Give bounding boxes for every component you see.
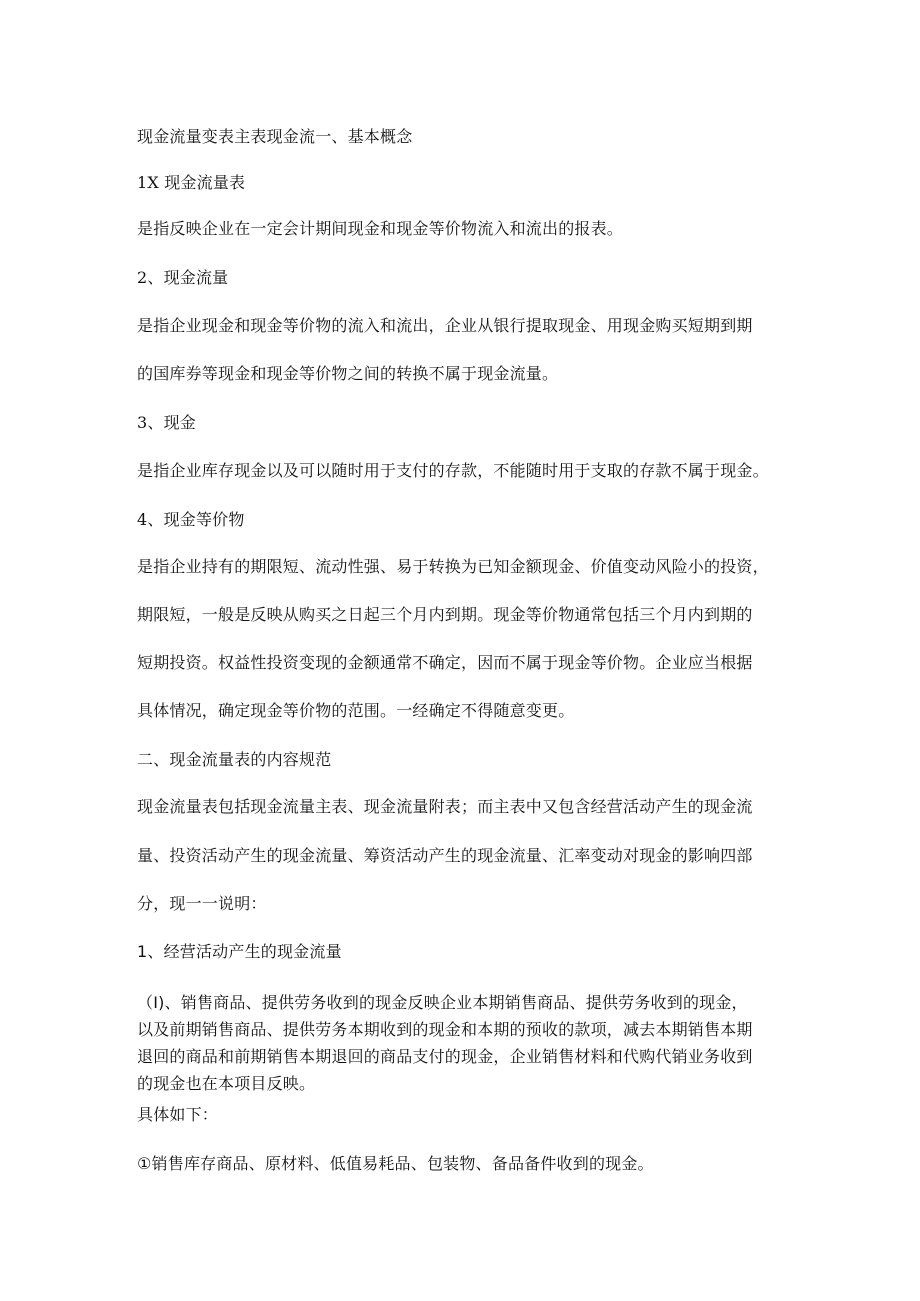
list-item: ①销售库存商品、原材料、低值易耗品、包装物、备品备件收到的现金。 xyxy=(137,1154,654,1173)
heading-cash: 3、现金 xyxy=(137,413,196,432)
paragraph-line: 现金流量表包括现金流量主表、现金流量附表；而主表中又包含经营活动产生的现金流 xyxy=(137,797,753,816)
heading-cash-flow-statement: 1X 现金流量表 xyxy=(137,173,246,192)
paragraph-line: 量、投资活动产生的现金流量、筹资活动产生的现金流量、汇率变动对现金的影响四部 xyxy=(137,846,753,865)
paragraph-line: 是指企业现金和现金等价物的流入和流出，企业从银行提取现金、用现金购买短期到期 xyxy=(137,316,753,335)
paragraph-line: 退回的商品和前期销售本期退回的商品支付的现金，企业销售材料和代购代销业务收到 xyxy=(137,1047,753,1066)
heading-operating-activities: 1、经营活动产生的现金流量 xyxy=(137,942,342,961)
paragraph-line: 具体如下： xyxy=(137,1105,219,1124)
paragraph-line: 的国库券等现金和现金等价物之间的转换不属于现金流量。 xyxy=(137,364,559,383)
heading-cash-equivalents: 4、现金等价物 xyxy=(137,510,245,529)
paragraph-line: 是指反映企业在一定会计期间现金和现金等价物流入和流出的报表。 xyxy=(137,219,624,238)
paragraph-line: 具体情况，确定现金等价物的范围。一经确定不得随意变更。 xyxy=(137,701,575,720)
paragraph-line: （I)、销售商品、提供劳务收到的现金反映企业本期销售商品、提供劳务收到的现金， xyxy=(137,993,748,1012)
paragraph-line: 以及前期销售商品、提供劳务本期收到的现金和本期的预收的款项，减去本期销售本期 xyxy=(137,1020,753,1039)
heading-cash-flow: 2、现金流量 xyxy=(137,268,229,287)
section-heading-content: 二、现金流量表的内容规范 xyxy=(137,750,332,769)
paragraph-line: 是指企业库存现金以及可以随时用于支付的存款，不能随时用于支取的存款不属于现金。 xyxy=(137,461,769,480)
paragraph-line: 的现金也在本项目反映。 xyxy=(137,1074,316,1093)
paragraph-line: 短期投资。权益性投资变现的金额通常不确定，因而不属于现金等价物。企业应当根据 xyxy=(137,653,753,672)
paragraph-line: 期限短，一般是反映从购买之日起三个月内到期。现金等价物通常包括三个月内到期的 xyxy=(137,605,753,624)
paragraph-line: 分，现一一说明： xyxy=(137,894,267,913)
doc-title: 现金流量变表主表现金流一、基本概念 xyxy=(137,127,413,146)
paragraph-line: 是指企业持有的期限短、流动性强、易于转换为已知金额现金、价值变动风险小的投资， xyxy=(137,557,769,576)
